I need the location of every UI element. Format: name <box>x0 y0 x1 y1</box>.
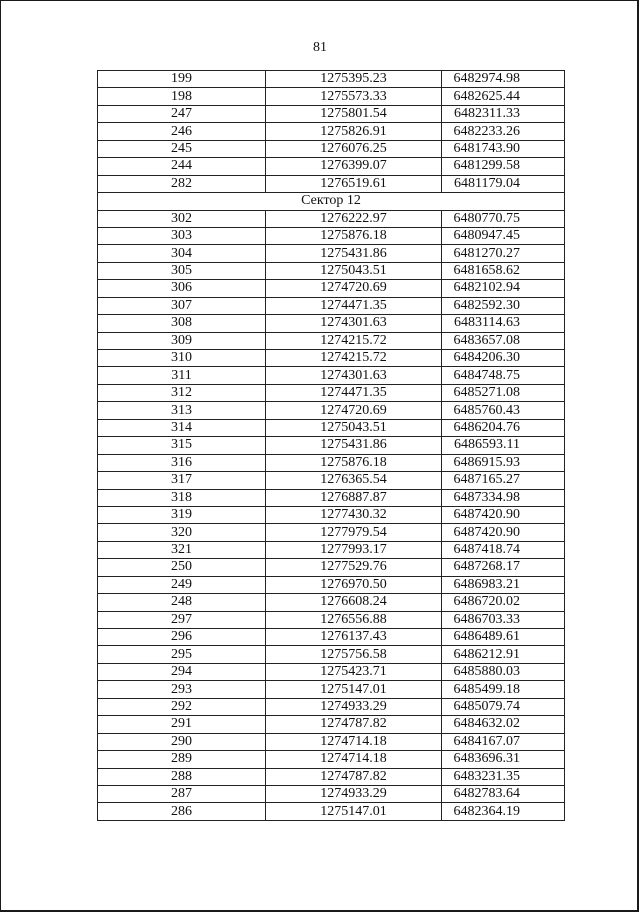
x-coordinate-cell: 1277979.54 <box>266 524 442 541</box>
table-row <box>98 489 565 506</box>
x-coordinate-cell: 1276887.87 <box>266 489 442 506</box>
y-coordinate-cell: 6484632.02 <box>442 716 565 733</box>
y-coordinate-cell: 6486489.61 <box>442 629 565 646</box>
point-number-cell: 312 <box>98 384 266 401</box>
y-coordinate-cell: 6481179.04 <box>442 175 565 192</box>
point-number-cell: 199 <box>98 71 266 88</box>
y-coordinate-cell: 6485079.74 <box>442 698 565 715</box>
table-row <box>98 227 565 244</box>
x-coordinate-cell: 1275147.01 <box>266 681 442 698</box>
x-coordinate-cell: 1274933.29 <box>266 698 442 715</box>
x-coordinate-cell: 1277430.32 <box>266 506 442 523</box>
point-number-cell: 308 <box>98 315 266 332</box>
x-coordinate-cell: 1274714.18 <box>266 733 442 750</box>
y-coordinate-cell: 6480947.45 <box>442 227 565 244</box>
point-number-cell: 313 <box>98 402 266 419</box>
x-coordinate-cell: 1275876.18 <box>266 227 442 244</box>
x-coordinate-cell: 1277529.76 <box>266 559 442 576</box>
y-coordinate-cell: 6487418.74 <box>442 541 565 558</box>
x-coordinate-cell: 1274471.35 <box>266 297 442 314</box>
y-coordinate-cell: 6487334.98 <box>442 489 565 506</box>
y-coordinate-cell: 6487420.90 <box>442 506 565 523</box>
x-coordinate-cell: 1274215.72 <box>266 332 442 349</box>
table-row <box>98 751 565 768</box>
point-number-cell: 290 <box>98 733 266 750</box>
y-coordinate-cell: 6483114.63 <box>442 315 565 332</box>
point-number-cell: 316 <box>98 454 266 471</box>
table-row <box>98 629 565 646</box>
point-number-cell: 245 <box>98 140 266 157</box>
x-coordinate-cell: 1275043.51 <box>266 419 442 436</box>
point-number-cell: 310 <box>98 350 266 367</box>
table-row <box>98 210 565 227</box>
x-coordinate-cell: 1275801.54 <box>266 105 442 122</box>
table-row <box>98 646 565 663</box>
point-number-cell: 288 <box>98 768 266 785</box>
y-coordinate-cell: 6482102.94 <box>442 280 565 297</box>
y-coordinate-cell: 6486703.33 <box>442 611 565 628</box>
point-number-cell: 294 <box>98 663 266 680</box>
point-number-cell: 291 <box>98 716 266 733</box>
table-row <box>98 785 565 802</box>
point-number-cell: 297 <box>98 611 266 628</box>
table-row <box>98 158 565 175</box>
y-coordinate-cell: 6481743.90 <box>442 140 565 157</box>
x-coordinate-cell: 1275431.86 <box>266 437 442 454</box>
table-row <box>98 280 565 297</box>
x-coordinate-cell: 1274787.82 <box>266 768 442 785</box>
x-coordinate-cell: 1274720.69 <box>266 402 442 419</box>
point-number-cell: 249 <box>98 576 266 593</box>
table-row <box>98 663 565 680</box>
table-row <box>98 384 565 401</box>
point-number-cell: 315 <box>98 437 266 454</box>
table-row <box>98 105 565 122</box>
y-coordinate-cell: 6486204.76 <box>442 419 565 436</box>
x-coordinate-cell: 1276076.25 <box>266 140 442 157</box>
table-row <box>98 716 565 733</box>
x-coordinate-cell: 1275423.71 <box>266 663 442 680</box>
table-row <box>98 541 565 558</box>
table-row <box>98 140 565 157</box>
point-number-cell: 287 <box>98 785 266 802</box>
point-number-cell: 244 <box>98 158 266 175</box>
page-number: 81 <box>313 40 327 55</box>
x-coordinate-cell: 1276970.50 <box>266 576 442 593</box>
y-coordinate-cell: 6483696.31 <box>442 751 565 768</box>
y-coordinate-cell: 6484748.75 <box>442 367 565 384</box>
x-coordinate-cell: 1276137.43 <box>266 629 442 646</box>
table-row <box>98 71 565 88</box>
point-number-cell: 198 <box>98 88 266 105</box>
x-coordinate-cell: 1276365.54 <box>266 472 442 489</box>
table-row <box>98 367 565 384</box>
y-coordinate-cell: 6481658.62 <box>442 262 565 279</box>
sector-header-row <box>98 193 565 210</box>
y-coordinate-cell: 6487165.27 <box>442 472 565 489</box>
point-number-cell: 319 <box>98 506 266 523</box>
point-number-cell: 306 <box>98 280 266 297</box>
x-coordinate-cell: 1275876.18 <box>266 454 442 471</box>
x-coordinate-cell: 1275826.91 <box>266 123 442 140</box>
y-coordinate-cell: 6485760.43 <box>442 402 565 419</box>
x-coordinate-cell: 1275431.86 <box>266 245 442 262</box>
table-row <box>98 681 565 698</box>
point-number-cell: 305 <box>98 262 266 279</box>
y-coordinate-cell: 6486983.21 <box>442 576 565 593</box>
point-number-cell: 309 <box>98 332 266 349</box>
sector-label: Сектор 12 <box>98 193 565 210</box>
table-row <box>98 768 565 785</box>
point-number-cell: 304 <box>98 245 266 262</box>
x-coordinate-cell: 1274720.69 <box>266 280 442 297</box>
point-number-cell: 250 <box>98 559 266 576</box>
x-coordinate-cell: 1276556.88 <box>266 611 442 628</box>
y-coordinate-cell: 6482364.19 <box>442 803 565 820</box>
point-number-cell: 296 <box>98 629 266 646</box>
y-coordinate-cell: 6482625.44 <box>442 88 565 105</box>
y-coordinate-cell: 6480770.75 <box>442 210 565 227</box>
table-row <box>98 576 565 593</box>
point-number-cell: 289 <box>98 751 266 768</box>
table-row <box>98 402 565 419</box>
point-number-cell: 295 <box>98 646 266 663</box>
y-coordinate-cell: 6482311.33 <box>442 105 565 122</box>
x-coordinate-cell: 1275756.58 <box>266 646 442 663</box>
point-number-cell: 282 <box>98 175 266 192</box>
x-coordinate-cell: 1275573.33 <box>266 88 442 105</box>
x-coordinate-cell: 1275043.51 <box>266 262 442 279</box>
y-coordinate-cell: 6487420.90 <box>442 524 565 541</box>
y-coordinate-cell: 6484206.30 <box>442 350 565 367</box>
point-number-cell: 307 <box>98 297 266 314</box>
table-row <box>98 611 565 628</box>
y-coordinate-cell: 6481270.27 <box>442 245 565 262</box>
table-row <box>98 245 565 262</box>
table-row <box>98 506 565 523</box>
y-coordinate-cell: 6484167.07 <box>442 733 565 750</box>
table-row <box>98 315 565 332</box>
y-coordinate-cell: 6485499.18 <box>442 681 565 698</box>
y-coordinate-cell: 6483657.08 <box>442 332 565 349</box>
y-coordinate-cell: 6486915.93 <box>442 454 565 471</box>
table-row <box>98 733 565 750</box>
y-coordinate-cell: 6486593.11 <box>442 437 565 454</box>
x-coordinate-cell: 1274215.72 <box>266 350 442 367</box>
table-row <box>98 803 565 820</box>
table-row <box>98 524 565 541</box>
y-coordinate-cell: 6485880.03 <box>442 663 565 680</box>
y-coordinate-cell: 6486212.91 <box>442 646 565 663</box>
x-coordinate-cell: 1274301.63 <box>266 315 442 332</box>
table-row <box>98 262 565 279</box>
x-coordinate-cell: 1274787.82 <box>266 716 442 733</box>
table-row <box>98 297 565 314</box>
table-row <box>98 698 565 715</box>
point-number-cell: 318 <box>98 489 266 506</box>
point-number-cell: 293 <box>98 681 266 698</box>
table-row <box>98 454 565 471</box>
point-number-cell: 311 <box>98 367 266 384</box>
x-coordinate-cell: 1276519.61 <box>266 175 442 192</box>
table-row <box>98 332 565 349</box>
table-row <box>98 472 565 489</box>
table-row <box>98 175 565 192</box>
point-number-cell: 292 <box>98 698 266 715</box>
table-row <box>98 350 565 367</box>
x-coordinate-cell: 1277993.17 <box>266 541 442 558</box>
y-coordinate-cell: 6482233.26 <box>442 123 565 140</box>
y-coordinate-cell: 6482974.98 <box>442 71 565 88</box>
point-number-cell: 247 <box>98 105 266 122</box>
y-coordinate-cell: 6482783.64 <box>442 785 565 802</box>
table-row <box>98 419 565 436</box>
point-number-cell: 314 <box>98 419 266 436</box>
point-number-cell: 317 <box>98 472 266 489</box>
table-row <box>98 594 565 611</box>
point-number-cell: 302 <box>98 210 266 227</box>
point-number-cell: 320 <box>98 524 266 541</box>
coordinates-table-body <box>98 71 565 821</box>
y-coordinate-cell: 6486720.02 <box>442 594 565 611</box>
y-coordinate-cell: 6481299.58 <box>442 158 565 175</box>
x-coordinate-cell: 1274301.63 <box>266 367 442 384</box>
x-coordinate-cell: 1276608.24 <box>266 594 442 611</box>
x-coordinate-cell: 1276222.97 <box>266 210 442 227</box>
point-number-cell: 246 <box>98 123 266 140</box>
point-number-cell: 248 <box>98 594 266 611</box>
coordinates-table <box>97 70 565 821</box>
x-coordinate-cell: 1274471.35 <box>266 384 442 401</box>
y-coordinate-cell: 6487268.17 <box>442 559 565 576</box>
table-row <box>98 88 565 105</box>
y-coordinate-cell: 6485271.08 <box>442 384 565 401</box>
x-coordinate-cell: 1275147.01 <box>266 803 442 820</box>
table-row <box>98 559 565 576</box>
y-coordinate-cell: 6482592.30 <box>442 297 565 314</box>
x-coordinate-cell: 1276399.07 <box>266 158 442 175</box>
point-number-cell: 303 <box>98 227 266 244</box>
x-coordinate-cell: 1275395.23 <box>266 71 442 88</box>
y-coordinate-cell: 6483231.35 <box>442 768 565 785</box>
point-number-cell: 321 <box>98 541 266 558</box>
x-coordinate-cell: 1274933.29 <box>266 785 442 802</box>
table-row <box>98 123 565 140</box>
x-coordinate-cell: 1274714.18 <box>266 751 442 768</box>
table-row <box>98 437 565 454</box>
point-number-cell: 286 <box>98 803 266 820</box>
